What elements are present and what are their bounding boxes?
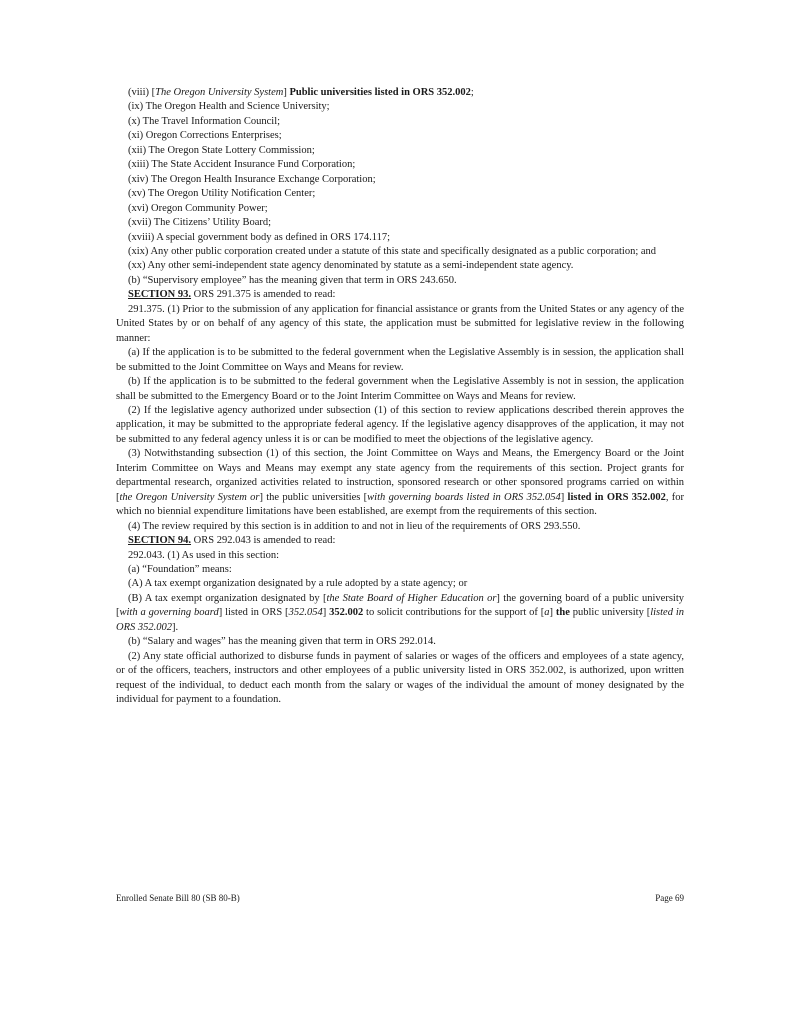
text-run: (b) If the application is to be submitted to the federal government when the Legislative Assembly is not in session, the application shall be submitted to the Emergency Board or to the Joint Interim Committee on Ways and Means for review. bbox=[116, 376, 684, 402]
paragraph bbox=[116, 288, 684, 302]
text-run: (xii) The Oregon State Lottery Commission; bbox=[128, 144, 315, 156]
paragraph bbox=[116, 346, 684, 375]
paragraph bbox=[116, 115, 684, 129]
paragraph bbox=[116, 404, 684, 447]
text-run: ] the governing board of a public university [ bbox=[116, 592, 685, 619]
paragraph bbox=[116, 375, 684, 404]
paragraph bbox=[116, 274, 684, 288]
paragraph bbox=[116, 577, 684, 591]
text-run: (A) A tax exempt organization designated by a rule adopted by a state agency; or bbox=[128, 578, 468, 590]
text-run: 352.054 bbox=[288, 607, 323, 619]
paragraph bbox=[116, 231, 684, 245]
paragraph bbox=[116, 650, 684, 708]
text-run: ] bbox=[549, 607, 556, 619]
text-run: the Oregon University System or bbox=[119, 491, 260, 503]
text-run: (xvii) The Citizens’ Utility Board; bbox=[128, 217, 272, 229]
text-run: with governing boards listed in ORS 352.054 bbox=[367, 491, 561, 503]
text-run: (a) If the application is to be submitted to the federal government when the Legislative Assembly is in session, the application shall be submitted to the Joint Committee on Ways and Means for review. bbox=[116, 347, 684, 373]
text-run: the bbox=[555, 607, 570, 619]
page-footer bbox=[116, 893, 684, 904]
text-run: ] listed in ORS [ bbox=[218, 607, 289, 619]
page-number: Page 69 bbox=[655, 893, 684, 903]
text-run: 291.375. (1) Prior to the submission of any application for financial assistance or grants from the United States or any agency of the United States by or on behalf of any agency of this state, the application must be submitted for legislative review in the following manner: bbox=[116, 303, 684, 344]
paragraph bbox=[116, 245, 684, 259]
text-run: (xi) Oregon Corrections Enterprises; bbox=[128, 130, 282, 142]
text-run: ORS 291.375 is amended to read: bbox=[191, 289, 336, 301]
paragraph bbox=[116, 549, 684, 563]
paragraph bbox=[116, 202, 684, 216]
text-run: ] the public universities [ bbox=[259, 491, 368, 503]
text-run: ORS 292.043 is amended to read: bbox=[191, 535, 336, 547]
text-run: (xv) The Oregon Utility Notification Center; bbox=[128, 188, 316, 200]
paragraph bbox=[116, 187, 684, 201]
text-run: (x) The Travel Information Council; bbox=[128, 115, 281, 127]
text-run: to solicit contributions for the support of [ bbox=[363, 607, 545, 619]
paragraph bbox=[116, 303, 684, 346]
text-run: (xix) Any other public corporation created under a statute of this state and specifically designated as a public corporation; and bbox=[128, 245, 657, 257]
paragraph bbox=[116, 86, 684, 100]
text-run: ] bbox=[283, 87, 290, 98]
paragraph bbox=[116, 216, 684, 230]
paragraph bbox=[116, 158, 684, 172]
paragraph bbox=[116, 635, 684, 649]
text-run: (2) Any state official authorized to disburse funds in payment of salaries or wages of the officers and employees of a state agency, or of the officers, teachers, instructors and other employees of a public university listed in ORS 352.002, is authorized, upon written request of the individual, to deduct each month from the salary or wages of the individual the amount of money designated by the individual for payment to a foundation. bbox=[116, 650, 684, 706]
text-run: (a) “Foundation” means: bbox=[128, 563, 232, 575]
text-run: a bbox=[544, 607, 550, 619]
text-run: , for which no biennial expenditure limitations have been established, are exempt from the requirements of this section. bbox=[116, 491, 685, 518]
text-run: listed in ORS 352.002 bbox=[116, 607, 685, 633]
text-run: (3) Notwithstanding subsection (1) of this section, the Joint Committee on Ways and Means, the Emergency Board or the Joint Interim Committee on Ways and Means may exempt any state agency from the requirements of this section. Project grants for departmental research, organized activities related to instruction, sponsored research or other sponsored programs carried on within [ bbox=[116, 448, 684, 503]
text-run: (xvi) Oregon Community Power; bbox=[128, 202, 268, 214]
paragraph bbox=[116, 447, 684, 519]
paragraph bbox=[116, 520, 684, 534]
text-run: (b) “Salary and wages” has the meaning given that term in ORS 292.014. bbox=[128, 636, 436, 648]
text-run: ] bbox=[560, 491, 568, 503]
text-run: ] bbox=[322, 607, 330, 619]
text-run: 352.002 bbox=[329, 607, 364, 619]
text-run: the State Board of Higher Education or bbox=[326, 592, 497, 604]
paragraph bbox=[116, 173, 684, 187]
text-run: (xiv) The Oregon Health Insurance Exchange Corporation; bbox=[128, 173, 376, 185]
section-heading: SECTION 93. bbox=[128, 289, 192, 301]
bill-text bbox=[116, 86, 684, 707]
text-run: (b) “Supervisory employee” has the meaning given that term in ORS 243.650. bbox=[128, 274, 457, 286]
text-run: The Oregon University System bbox=[155, 87, 284, 98]
text-run: with a governing board bbox=[119, 607, 219, 619]
text-run: (xx) Any other semi-independent state agency denominated by statute as a semi-independent state agency. bbox=[128, 260, 574, 272]
paragraph bbox=[116, 129, 684, 143]
paragraph bbox=[116, 100, 684, 114]
paragraph bbox=[116, 259, 684, 273]
text-run: (4) The review required by this section is in addition to and not in lieu of the requirements of ORS 293.550. bbox=[128, 520, 581, 532]
text-run: (xviii) A special government body as defined in ORS 174.117; bbox=[128, 231, 391, 243]
text-run: (2) If the legislative agency authorized under subsection (1) of this section to review applications described therein approves the application, it may be submitted to the appropriate federal agency. If the legislative agency disapproves of the application, it may not be submitted to any federal agency unless it is or can be modified to meet the objections of the legislative agency. bbox=[116, 404, 684, 445]
text-run: public university [ bbox=[569, 607, 651, 619]
text-run: ; bbox=[470, 87, 474, 98]
text-run: ]. bbox=[172, 621, 179, 633]
paragraph bbox=[116, 563, 684, 577]
text-run: 292.043. (1) As used in this section: bbox=[128, 549, 280, 561]
paragraph bbox=[116, 592, 684, 635]
bill-identifier: Enrolled Senate Bill 80 (SB 80-B) bbox=[116, 893, 240, 903]
text-run: (viii) [ bbox=[128, 87, 156, 98]
paragraph bbox=[116, 534, 684, 548]
section-heading: SECTION 94. bbox=[128, 535, 192, 547]
text-run: (xiii) The State Accident Insurance Fund Corporation; bbox=[128, 159, 356, 171]
text-run: (B) A tax exempt organization designated by [ bbox=[128, 592, 327, 604]
paragraph bbox=[116, 144, 684, 158]
text-run: (ix) The Oregon Health and Science University; bbox=[128, 101, 330, 113]
text-run: Public universities listed in ORS 352.002 bbox=[289, 87, 471, 98]
text-run: listed in ORS 352.002 bbox=[567, 491, 666, 503]
